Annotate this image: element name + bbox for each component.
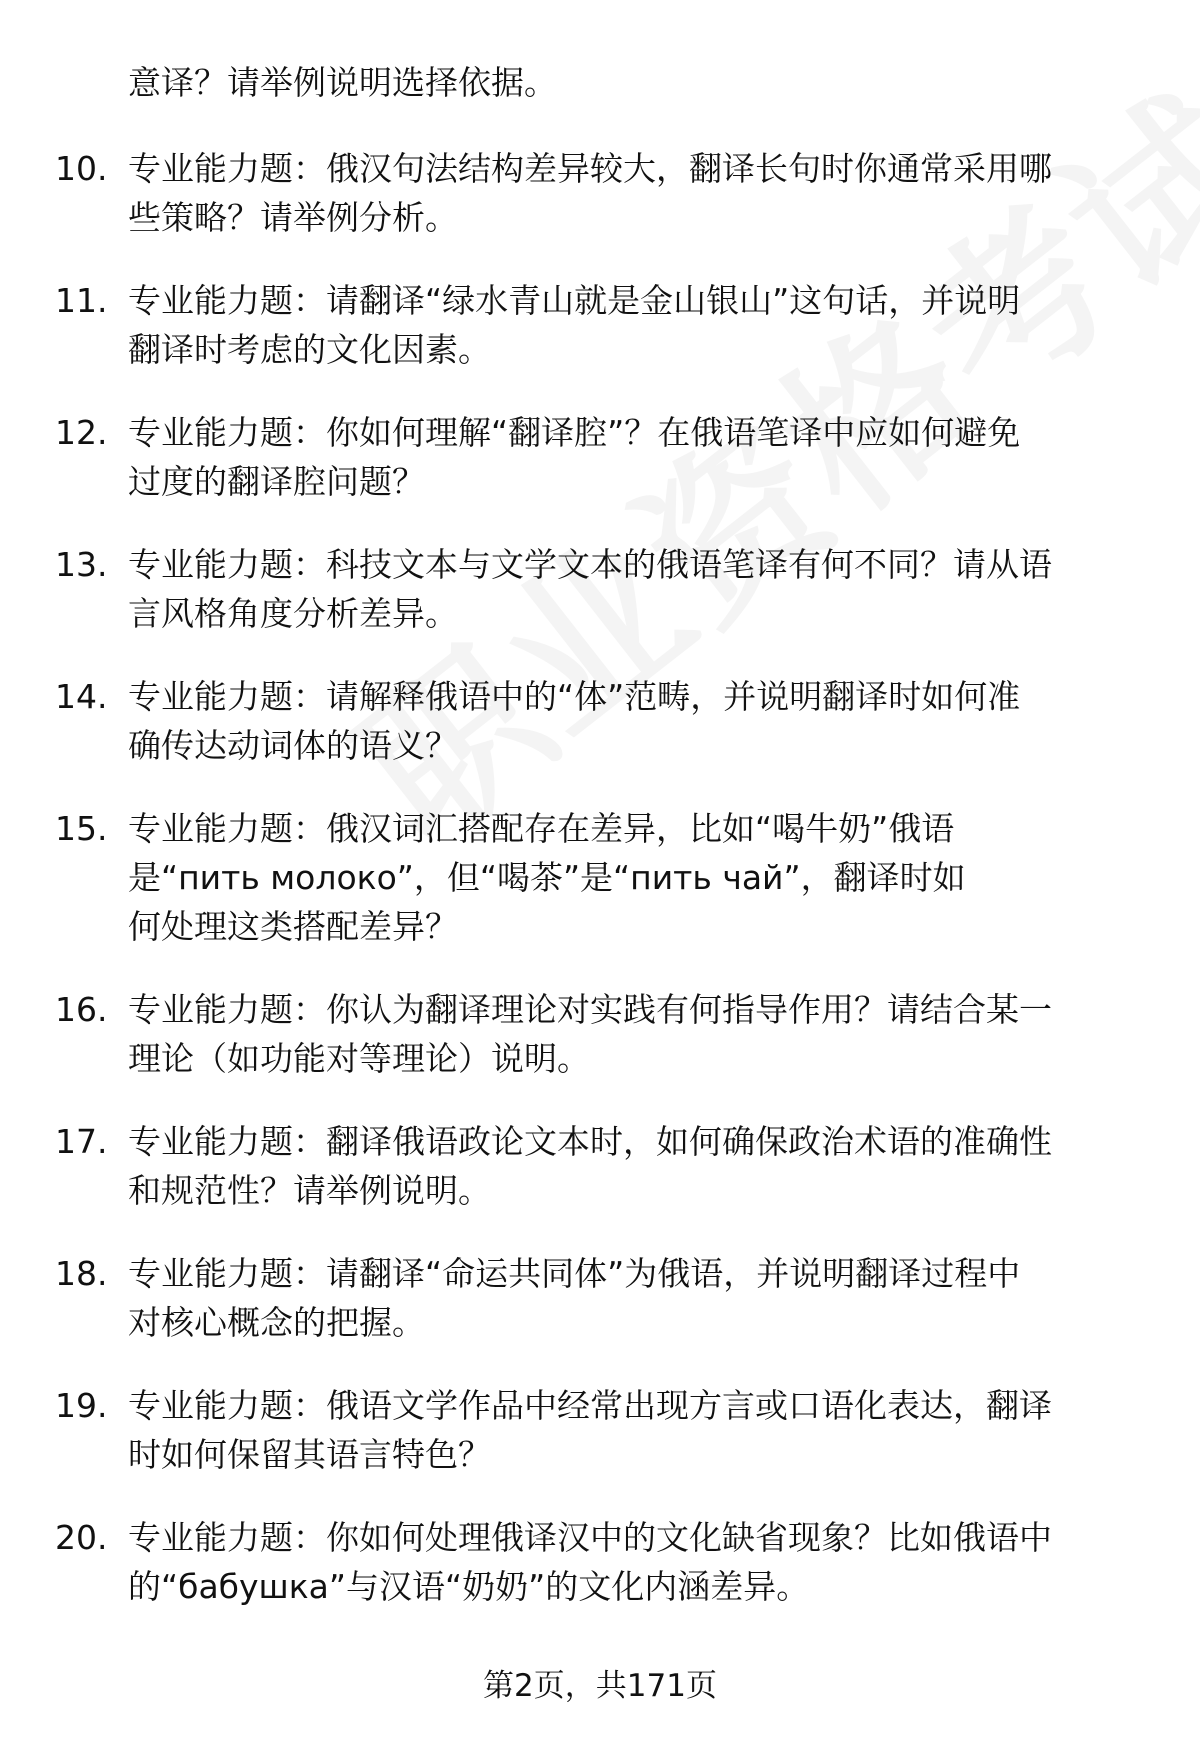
question-text-line: 言风格角度分析差异。 (128, 594, 458, 633)
question-text-line: 专业能力题：请解释俄语中的“体”范畴，并说明翻译时如何准 (128, 677, 1021, 716)
question-number: 12. (55, 413, 108, 452)
question-text-line: 专业能力题：科技文本与文学文本的俄语笔译有何不同？请从语 (128, 545, 1052, 584)
question-item (0, 408, 1200, 506)
question-item (0, 540, 1200, 638)
question-item (0, 1513, 1200, 1611)
question-number: 18. (55, 1254, 108, 1293)
question-text (128, 804, 1140, 951)
question-text-line: 何处理这类搭配差异？ (128, 907, 458, 946)
question-item (0, 1381, 1200, 1479)
question-item (0, 804, 1200, 951)
question-item (0, 672, 1200, 770)
question-number: 10. (55, 149, 108, 188)
question-text (128, 672, 1140, 770)
question-number: 13. (55, 545, 108, 584)
question-text-line: 和规范性？请举例说明。 (128, 1171, 491, 1210)
question-item (0, 1249, 1200, 1347)
question-text-line: 专业能力题：请翻译“命运共同体”为俄语，并说明翻译过程中 (128, 1254, 1021, 1293)
question-text-line: 专业能力题：翻译俄语政论文本时，如何确保政治术语的准确性 (128, 1122, 1052, 1161)
question-item (0, 144, 1200, 242)
page-number-footer: 第2页，共171页 (483, 1668, 717, 1704)
question-text-line: 专业能力题：俄汉词汇搭配存在差异，比如“喝牛奶”俄语 (128, 809, 955, 848)
question-text (128, 1117, 1140, 1215)
question-text-line: 专业能力题：你如何处理俄译汉中的文化缺省现象？比如俄语中 (128, 1518, 1052, 1557)
question-list (0, 144, 1200, 1645)
question-number: 15. (55, 809, 108, 848)
question-text (128, 1249, 1140, 1347)
question-text-line: 专业能力题：你认为翻译理论对实践有何指导作用？请结合某一 (128, 990, 1052, 1029)
question-text-line: 的“бабушка”与汉语“奶奶”的文化内涵差异。 (128, 1567, 810, 1606)
question-text (128, 144, 1140, 242)
question-text (128, 540, 1140, 638)
question-number: 14. (55, 677, 108, 716)
question-text (128, 276, 1140, 374)
question-text-line: 些策略？请举例分析。 (128, 198, 458, 237)
question-text-line: 是“пить молоко”，但“喝茶”是“пить чай”，翻译时如 (128, 858, 966, 897)
question-9-continuation: 意译？请举例说明选择依据。 (128, 63, 557, 102)
question-number: 11. (55, 281, 108, 320)
question-text-line: 专业能力题：你如何理解“翻译腔”？在俄语笔译中应如何避免 (128, 413, 1021, 452)
question-item (0, 276, 1200, 374)
question-text (128, 1513, 1140, 1611)
question-text-line: 时如何保留其语言特色？ (128, 1435, 491, 1474)
question-text-line: 过度的翻译腔问题？ (128, 462, 425, 501)
question-text-line: 专业能力题：俄语文学作品中经常出现方言或口语化表达，翻译 (128, 1386, 1052, 1425)
question-number: 20. (55, 1518, 108, 1557)
question-text-line: 翻译时考虑的文化因素。 (128, 330, 491, 369)
question-text-line: 专业能力题：俄汉句法结构差异较大，翻译长句时你通常采用哪 (128, 149, 1052, 188)
question-text (128, 985, 1140, 1083)
question-text (128, 1381, 1140, 1479)
question-text (128, 408, 1140, 506)
question-text-line: 确传达动词体的语义？ (128, 726, 458, 765)
question-number: 17. (55, 1122, 108, 1161)
question-item (0, 1117, 1200, 1215)
question-text-line: 对核心概念的把握。 (128, 1303, 425, 1342)
question-item (0, 985, 1200, 1083)
question-text-line: 专业能力题：请翻译“绿水青山就是金山银山”这句话，并说明 (128, 281, 1021, 320)
question-text-line: 理论（如功能对等理论）说明。 (128, 1039, 590, 1078)
question-number: 16. (55, 990, 108, 1029)
question-number: 19. (55, 1386, 108, 1425)
